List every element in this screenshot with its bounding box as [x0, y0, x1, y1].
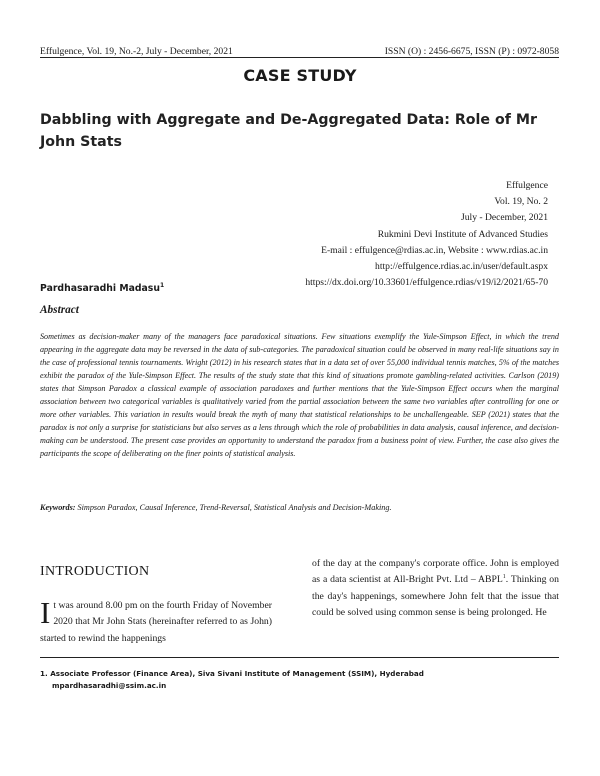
journal-doi-link[interactable]: https://dx.doi.org/10.33601/effulgence.rdias/v19/i2/2021/65-70 — [305, 277, 548, 289]
header-rule — [40, 57, 559, 58]
journal-info-block — [305, 178, 548, 291]
keywords-text: Simpson Paradox, Causal Inference, Trend-Reversal, Statistical Analysis and Decision-Making. — [75, 503, 392, 512]
footnote-email-link[interactable]: mpardhasaradhi@ssim.ac.in — [52, 680, 167, 690]
introduction-left-column — [40, 595, 272, 647]
introduction-heading: INTRODUCTION — [40, 564, 150, 579]
journal-volume: Vol. 19, No. 2 — [494, 196, 548, 208]
author-footnote-marker: 1 — [159, 282, 165, 289]
header-journal-citation: Effulgence, Vol. 19, No.-2, July - December, 2021 — [40, 46, 233, 57]
journal-period: July - December, 2021 — [461, 212, 548, 224]
article-title: Dabbling with Aggregate and De-Aggregated Data: Role of Mr John Stats — [40, 112, 537, 150]
journal-name: Effulgence — [506, 180, 548, 191]
introduction-right-text-1: of the day at the company's corporate office. John is employed as a data scientist at All-Bright Pvt. Ltd – ABPL — [312, 558, 559, 586]
keywords-line — [40, 503, 559, 512]
author-line — [40, 282, 164, 294]
footnote — [40, 668, 559, 692]
right-footnote-marker: 1 — [502, 574, 506, 581]
author-name: Pardhasaradhi Madasu — [40, 283, 160, 295]
journal-institute: Rukmini Devi Institute of Advanced Studies — [377, 228, 548, 240]
introduction-right-column — [312, 556, 559, 622]
drop-cap: I — [40, 595, 51, 630]
journal-url-link[interactable]: http://effulgence.rdias.ac.in/user/default.aspx — [375, 261, 548, 273]
journal-contact: E-mail : effulgence@rdias.ac.in, Website : www.rdias.ac.in — [321, 244, 548, 256]
running-header — [40, 42, 559, 57]
abstract-text: Sometimes as decision-maker many of the managers face paradoxical situations. Few situations exemplify the Yule-Simpson Effect, in which the trend appearing in the aggregate data may be reversed in the data of sub-categories. The paradoxical situation could be observed in many real-life situations say in the case of professional tennis tournaments. Wright (2012) in his research states that in a data set of over 55,000 individual tennis matches, 5% of the matches exhibit the paradox of the Yule-Simpson Effect. The results of the study state that this kind of situations promote gambling-related activities. Carlson (2019) states that Simpson Paradox a classical example of association paradoxes and further mentions that the Yule-Simpson Effect occurs when the marginal association between two categorical variables is qualitatively varied from the partial association between the same two variables after controlling for one or more other variables. This variation in results would break the myth of many that statistical relationships to be unchallengeable. SEP (2021) states that the paradox is not only a surprise for statisticians but also serves as a lens through which the role of probabilities in data analysis, causal inference, and decision-making can be understood. The present case provides an opportunity to understand the paradox from a business point of view. Further, the case also gives the participants the scope of deliberating on the finer points of statistical analysis. — [40, 332, 559, 459]
section-label: CASE STUDY — [243, 66, 357, 85]
abstract-heading: Abstract — [40, 304, 79, 316]
introduction-right-text-2: . Thinking on the day's happenings, somewhere John felt that the issue that could be solved using common sense is being prolonged. He — [312, 574, 559, 619]
header-issn: ISSN (O) : 2456-6675, ISSN (P) : 0972-8058 — [384, 46, 559, 57]
footnote-rule — [40, 657, 559, 658]
footnote-affiliation: 1. Associate Professor (Finance Area), Siva Sivani Institute of Management (SSIM), Hyderabad — [40, 669, 424, 678]
introduction-left-text: t was around 8.00 pm on the fourth Friday of November 2020 that Mr John Stats (hereinafter referred to as John) started to rewind the happenings — [40, 600, 272, 644]
keywords-label: Keywords: — [40, 503, 76, 512]
